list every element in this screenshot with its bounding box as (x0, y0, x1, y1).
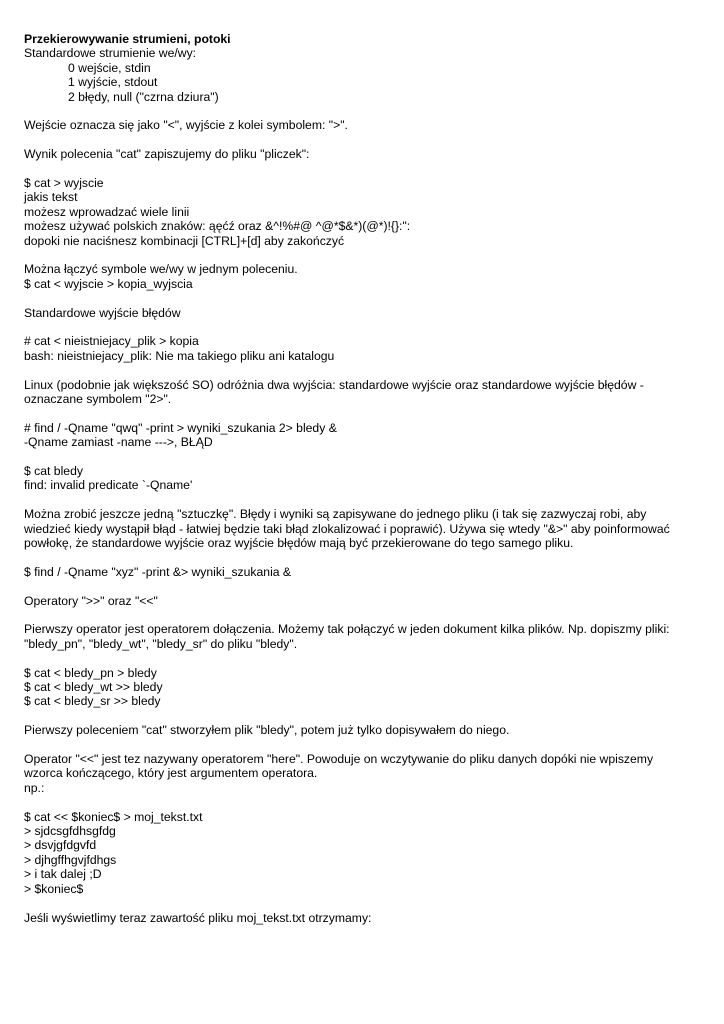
section-heading: Operatory ">>" oraz "<<" (24, 593, 158, 608)
paragraph: Operator "<<" jest tez nazywany operatorem "here". Powoduje on wczytywanie do pliku danych dopóki nie wpiszemy (24, 752, 654, 767)
code-line: $ cat bledy (24, 464, 83, 479)
code-line: $ cat < bledy_sr >> bledy (24, 694, 161, 709)
code-line: możesz wprowadzać wiele linii (24, 204, 190, 219)
code-line: > dsvjgfdgvfd (24, 838, 97, 853)
code-line: dopoki nie naciśnesz kombinacji [CTRL]+[d] aby zakończyć (24, 233, 345, 248)
paragraph: "bledy_pn", "bledy_wt", "bledy_sr" do pliku "bledy". (24, 636, 298, 651)
paragraph: powłokę, że standardowe wyjście oraz wyjście błędów mają być przekierowane do tego samego pliku. (24, 536, 574, 551)
paragraph: Wynik polecenia "cat" zapiszujemy do pliku "pliczek": (24, 147, 310, 162)
code-line: $ cat < bledy_wt >> bledy (24, 680, 163, 695)
paragraph: oznaczane symbolem "2>". (24, 392, 172, 407)
code-line: bash: nieistniejacy_plik: Nie ma takiego pliku ani katalogu (24, 348, 335, 363)
code-line: możesz używać polskich znaków: ąęćź oraz &^!%#@ ^@*$&*)(@*)!{}:": (24, 219, 411, 234)
paragraph: Jeśli wyświetlimy teraz zawartość pliku moj_tekst.txt otrzymamy: (24, 910, 372, 925)
stream-item: 1 wyjście, stdout (68, 75, 158, 90)
paragraph: Można łączyć symbole we/wy w jednym poleceniu. (24, 262, 298, 277)
code-line: # cat < nieistniejacy_plik > kopia (24, 334, 199, 349)
code-line: $ cat << $koniec$ > moj_tekst.txt (24, 809, 203, 824)
paragraph: Pierwszy operator jest operatorem dołączenia. Możemy tak połączyć w jeden dokument kilka plików. Np. dopiszmy pliki: (24, 622, 670, 637)
code-line: $ cat < bledy_pn > bledy (24, 665, 157, 680)
code-line: # find / -Qname "qwq" -print > wyniki_szukania 2> bledy & (24, 420, 337, 435)
code-line: $ cat > wyjscie (24, 176, 104, 191)
paragraph: Pierwszy poleceniem "cat" stworzyłem plik "bledy", potem już tylko dopisywałem do niego. (24, 723, 510, 738)
code-line: -Qname zamiast -name --->, BŁĄD (24, 435, 213, 450)
paragraph: np.: (24, 780, 45, 795)
paragraph: wiedzieć kiedy wystąpił błąd - łatwiej będzie taki błąd zlokalizować i poprawić). Używa się wtedy "&>" aby poinformować (24, 521, 670, 536)
code-line: > $koniec$ (24, 881, 84, 896)
code-line: jakis tekst (24, 190, 78, 205)
stream-item: 0 wejście, stdin (68, 60, 151, 75)
document-title: Przekierowywanie strumieni, potoki (24, 32, 231, 46)
code-line: find: invalid predicate `-Qname' (24, 478, 193, 493)
code-line: > sjdcsgfdhsgfdg (24, 824, 116, 839)
code-line: $ find / -Qname "xyz" -print &> wyniki_szukania & (24, 564, 292, 579)
paragraph: Linux (podobnie jak większość SO) odróżnia dwa wyjścia: standardowe wyjście oraz standardowe wyjście błędów - (24, 377, 644, 392)
section-heading: Standardowe wyjście błędów (24, 305, 181, 320)
paragraph: Wejście oznacza się jako "<", wyjście z kolei symbolem: ">". (24, 118, 348, 133)
intro-text: Standardowe strumienie we/wy: (24, 46, 197, 61)
paragraph: Można zrobić jeszcze jedną "sztuczkę". Błędy i wyniki są zapisywane do jednego pliku (i tak się zazwyczaj robi, aby (24, 507, 647, 522)
paragraph: wzorca kończącego, który jest argumentem operatora. (24, 766, 318, 781)
stream-item: 2 błędy, null ("czrna dziura") (68, 89, 219, 104)
code-line: > djhgffhgvjfdhgs (24, 852, 117, 867)
code-line: $ cat < wyjscie > kopia_wyjscia (24, 276, 193, 291)
code-line: > i tak dalej ;D (24, 867, 102, 882)
document-page (24, 32, 704, 925)
